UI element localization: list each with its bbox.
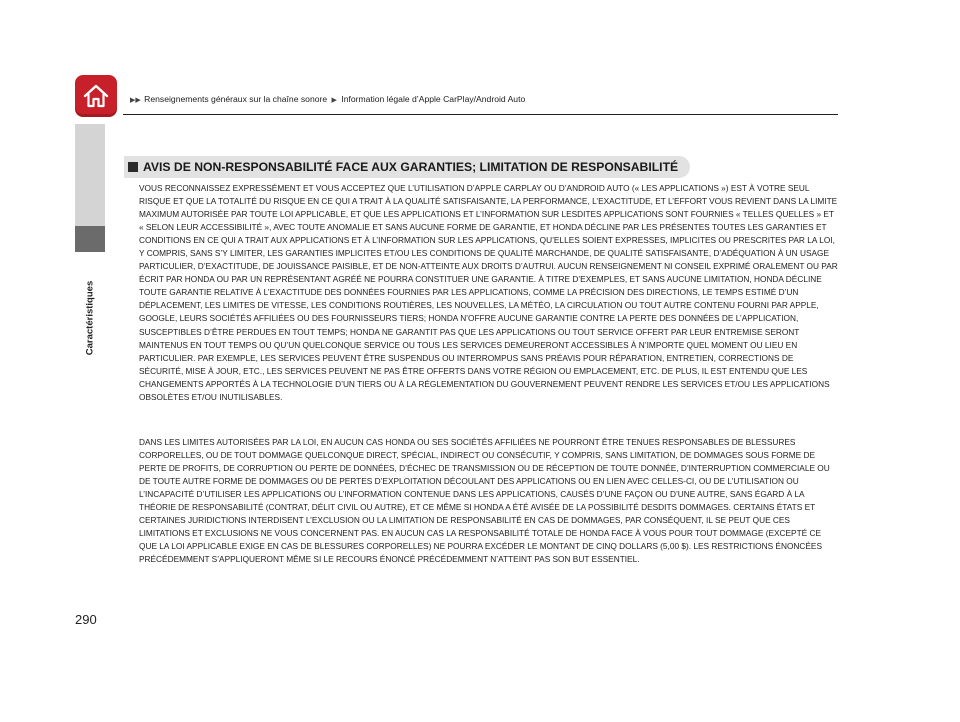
section-heading: [124, 156, 690, 178]
side-tab-active[interactable]: [75, 226, 105, 252]
home-icon: [82, 83, 110, 109]
liability-paragraph: DANS LES LIMITES AUTORISÉES PAR LA LOI, EN AUCUN CAS HONDA OU SES SOCIÉTÉS AFFILIÉES NE POURRONT ÊTRE TENUES RESPONSABLES DE BLESSURES CORPORELLES, OU DE TOUT DOMMAGE QUELCONQUE DIRECT, SPÉCIAL, INDIRECT OU CONSÉCUTIF, Y COMPRIS, SANS LIMITATION, DE DOMMAGES SOUS FORME DE PERTE DE PROFITS, DE CORRUPTION OU PERTE DE DONNÉES, D’ÉCHEC DE TRANSMISSION OU DE RÉCEPTION DE TOUTE DONNÉE, D’INTERRUPTION COMMERCIALE OU DE TOUTE AUTRE FORME DE DOMMAGES OU DE PERTES D’EXPLOITATION DÉCOULANT DES APPLICATIONS OU EN LIEN AVEC CELLES-CI, OU DE L’UTILISATION OU L’INCAPACITÉ D’UTILISER LES APPLICATIONS OU L’INFORMATION CONTENUE DANS LES APPLICATIONS, CAUSÉS D’UNE FAÇON OU D’UNE AUTRE, SANS ÉGARD À LA THÉORIE DE RESPONSABILITÉ (CONTRAT, DÉLIT CIVIL OU AUTRE), ET CE MÊME SI HONDA A ÉTÉ AVISÉE DE LA POSSIBILITÉ DESDITS DOMMAGES. CERTAINS ÉTATS ET CERTAINES JURIDICTIONS INTERDISENT L’EXCLUSION OU LA LIMITATION DE RESPONSABILITÉ EN CAS DE DOMMAGES, PAR CONSÉQUENT, IL SE PEUT QUE CES LIMITATIONS ET EXCLUSIONS NE VOUS CONCERNENT PAS. EN AUCUN CAS LA RESPONSABILITÉ TOTALE DE HONDA FACE À VOUS POUR TOUT DOMMAGE (EXCEPTÉ CE QUE LA LOI APPLICABLE EXIGE EN CAS DE BLESSURES CORPORELLES) NE POURRA EXCÉDER LE MONTANT DE CINQ DOLLARS (5,00 $). LES RESTRICTIONS ÉNONCÉES PRÉCÉDEMMENT S’APPLIQUERONT MÊME SI LE RECOURS ÉNONCÉ PRÉCÉDEMMENT N’ATTEINT PAS SON BUT ESSENTIEL.: [139, 437, 830, 565]
triangle-right-icon: ▶▶: [130, 97, 141, 104]
section-heading-text: AVIS DE NON-RESPONSABILITÉ FACE AUX GARANTIES; LIMITATION DE RESPONSABILITÉ: [143, 160, 679, 174]
breadcrumb: [130, 94, 525, 104]
home-button[interactable]: [75, 75, 117, 117]
side-tab-label: Caractéristiques: [84, 280, 96, 356]
triangle-right-icon: ▶: [331, 97, 337, 104]
page-number: 290: [75, 612, 97, 627]
square-bullet-icon: [128, 162, 138, 172]
header-divider: [123, 114, 838, 115]
breadcrumb-item-carplay[interactable]: Information légale d’Apple CarPlay/Android Auto: [341, 94, 526, 104]
breadcrumb-item-audio[interactable]: Renseignements généraux sur la chaîne sonore: [144, 94, 328, 104]
disclaimer-paragraph: VOUS RECONNAISSEZ EXPRESSÉMENT ET VOUS ACCEPTEZ QUE L’UTILISATION D’APPLE CARPLAY OU D’ANDROID AUTO (« LES APPLICATIONS ») EST À VOTRE SEUL RISQUE ET QUE LA TOTALITÉ DU RISQUE EN CE QUI A TRAIT À LA QUALITÉ SATISFAISANTE, LA PERFORMANCE, L’EXACTITUDE, ET L’EFFORT VOUS REVIENT DANS LA LIMITE MAXIMUM AUTORISÉE PAR TOUTE LOI APPLICABLE, ET QUE LES APPLICATIONS ET L’INFORMATION SUR LESDITES APPLICATIONS SONT FOURNIES « TELLES QUELLES » ET « SELON LEUR ACCESSIBILITÉ », AVEC TOUTE ANOMALIE ET SANS AUCUNE FORME DE GARANTIE, ET HONDA DÉCLINE PAR LES PRÉSENTES TOUTES LES GARANTIES ET CONDITIONS EN CE QUI A TRAIT AUX APPLICATIONS ET À L’INFORMATION SUR LES APPLICATIONS, QU’ELLES SOIENT EXPRESSES, IMPLICITES OU PRESCRITES PAR LA LOI, Y COMPRIS, SANS S’Y LIMITER, LES GARANTIES IMPLICITES ET/OU LES CONDITIONS DE QUALITÉ MARCHANDE, DE QUALITÉ SATISFAISANTE, D’ADÉQUATION À UN USAGE PARTICULIER, D’EXACTITUDE, DE JOUISSANCE PAISIBLE, ET DE NON-ATTEINTE AUX DROITS D’AUTRUI. AUCUN RENSEIGNEMENT NI CONSEIL EXPRIMÉ ORALEMENT OU PAR ÉCRIT PAR HONDA OU PAR UN REPRÉSENTANT AGRÉÉ NE POURRA CONSTITUER UNE GARANTIE. À TITRE D’EXEMPLES, ET SANS AUCUNE LIMITATION, HONDA DÉCLINE TOUTE GARANTIE RELATIVE À L’EXACTITUDE DES DONNÉES FOURNIES PAR LES APPLICATIONS, COMME LA PRÉCISION DES DIRECTIONS, LE TEMPS ESTIMÉ D’UN DÉPLACEMENT, LES LIMITES DE VITESSE, LES CONDITIONS ROUTIÈRES, LES NOUVELLES, LA MÉTÉO, LA CIRCULATION OU TOUT AUTRE CONTENU FOURNI PAR APPLE, GOOGLE, LEURS SOCIÉTÉS AFFILIÉES OU DES FOURNISSEURS TIERS; HONDA N’OFFRE AUCUNE GARANTIE CONTRE LA PERTE DES DONNÉES DE L’APPLICATION, SUSCEPTIBLES D’ÊTRE PERDUES EN TOUT TEMPS; HONDA NE GARANTIT PAS QUE LES APPLICATIONS OU TOUT SERVICE OFFERT PAR LEUR ENTREMISE SERONT MAINTENUS EN TOUT TEMPS OU QU’UN QUELCONQUE SERVICE OU TOUS LES SERVICES DEMEURERONT ACCESSIBLES À N’IMPORTE QUEL MOMENT OU LIEU EN PARTICULIER. PAR EXEMPLE, LES SERVICES PEUVENT ÊTRE SUSPENDUS OU INTERROMPUS SANS PRÉAVIS POUR RÉPARATION, ENTRETIEN, CORRECTIONS DE SÉCURITÉ, MISE À JOUR, ETC., LES SERVICES PEUVENT NE PAS ÊTRE OFFERTS DANS VOTRE RÉGION OU EMPLACEMENT, ETC. DE PLUS, IL EST ENTENDU QUE LES CHANGEMENTS APPORTÉS À LA TECHNOLOGIE D’UN TIERS OU À LA RÉGLEMENTATION DU GOUVERNEMENT PEUVENT RENDRE LES SERVICES ET/OU LES APPLICATIONS OBSOLÈTES ET/OU INUTILISABLES.: [139, 183, 838, 402]
